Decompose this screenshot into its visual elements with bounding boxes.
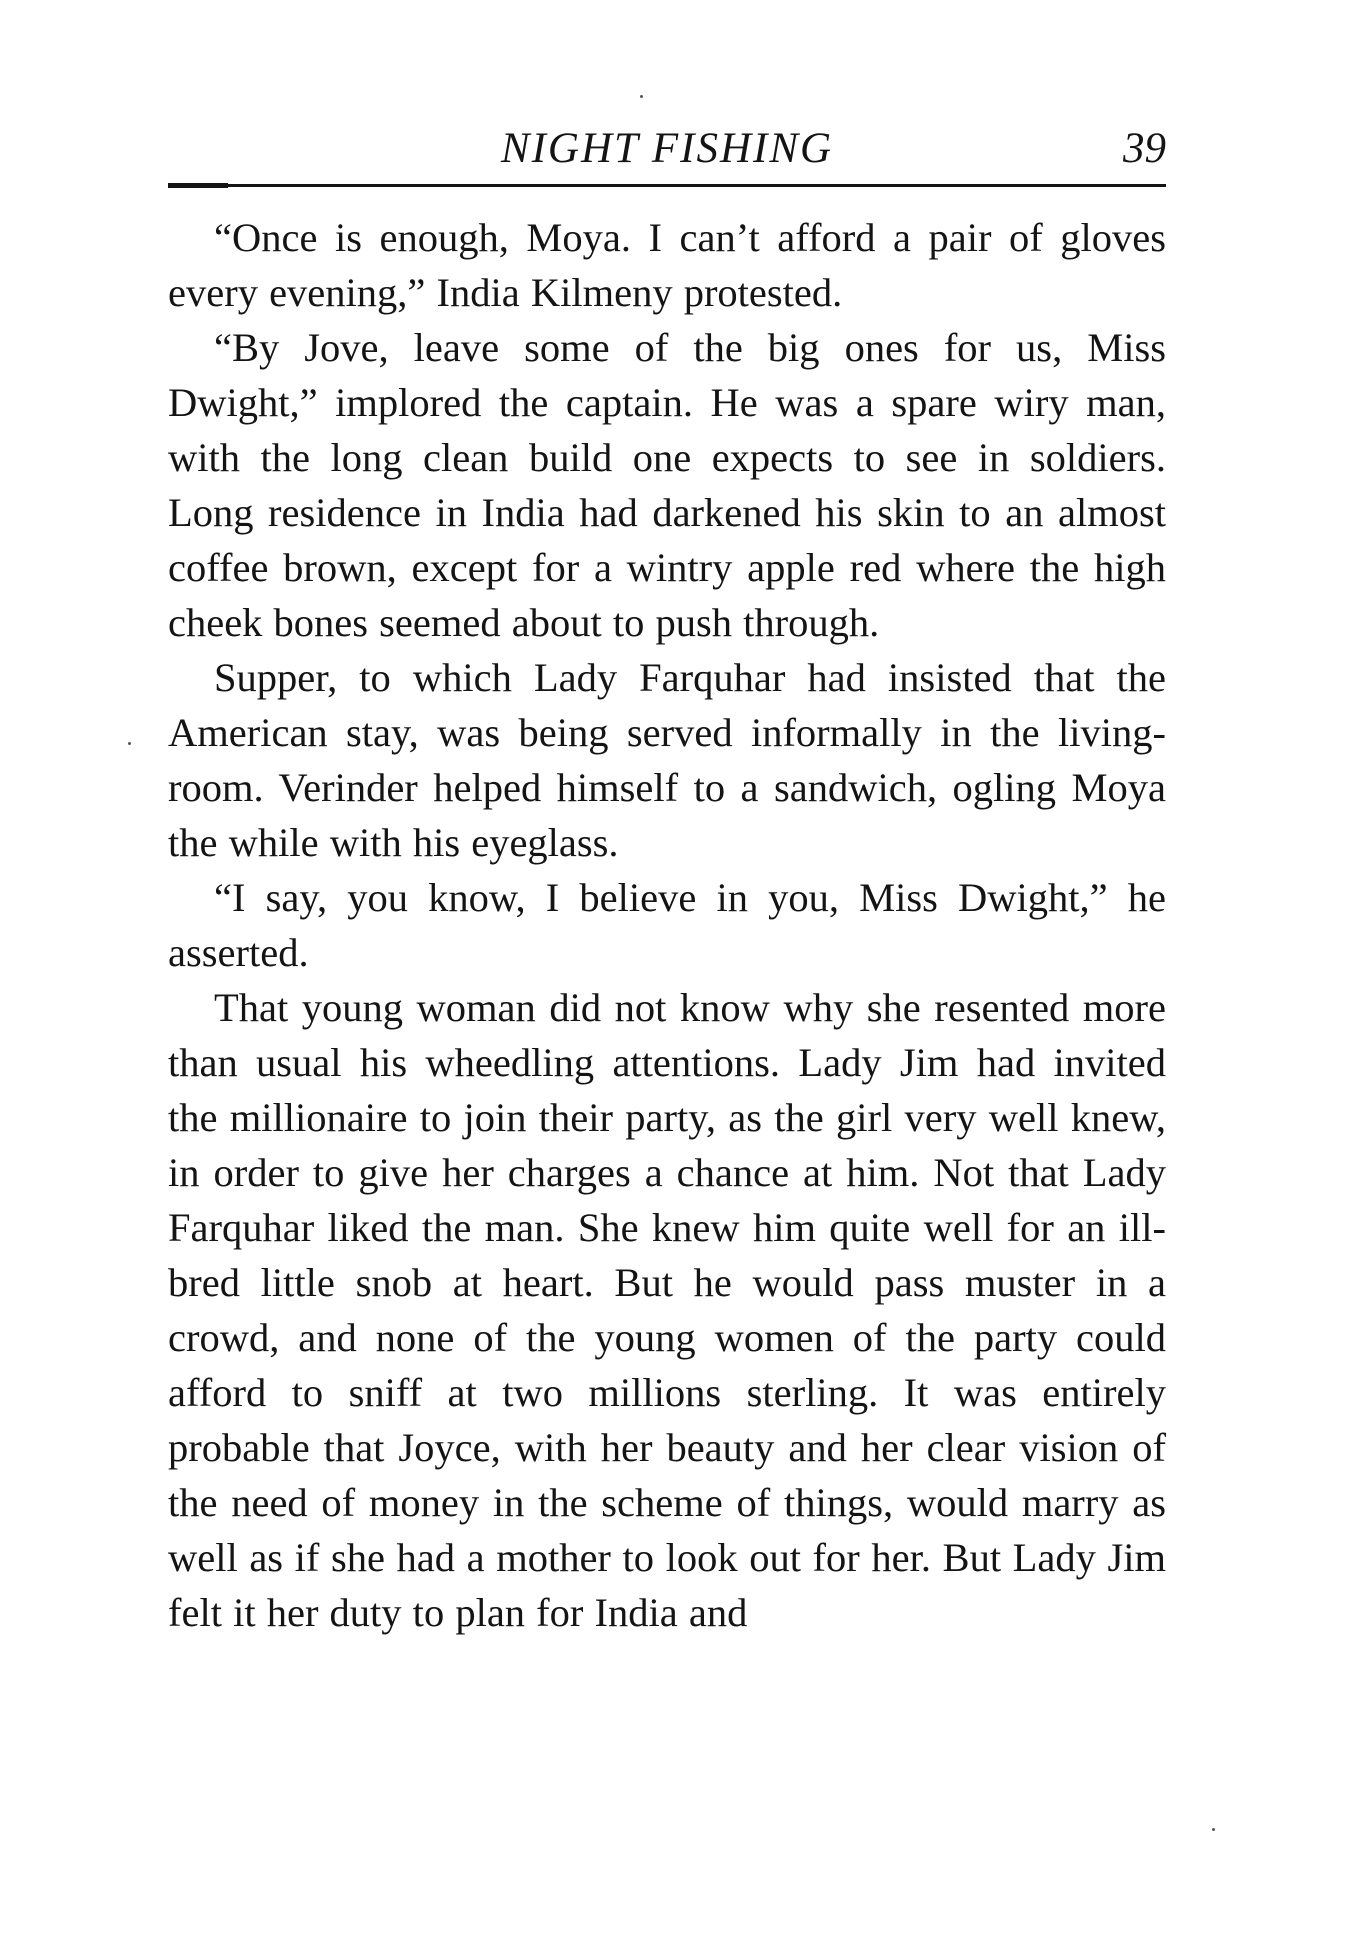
paragraph: “I say, you know, I believe in you, Miss Dwight,” he asserted. — [168, 875, 1166, 975]
running-title: NIGHT FISHING — [500, 125, 834, 172]
book-page — [168, 118, 1166, 1635]
header-rule — [168, 184, 1166, 187]
paragraph: “Once is enough, Moya. I can’t afford a pair of gloves every evening,” India Kilmeny protested. — [168, 215, 1166, 315]
paragraph: Supper, to which Lady Farquhar had insisted that the American stay, was being served informally in the living-room. Verinder helped himself to a sandwich, ogling Moya the while with his eyeglass. — [168, 655, 1166, 865]
print-speck — [128, 742, 131, 745]
paragraph: “By Jove, leave some of the big ones for us, Miss Dwight,” implored the captain. He was a spare wiry man, with the long clean build one expects to see in soldiers. Long residence in India had darkened his skin to an almost coffee brown, except for a wintry apple red where the high cheek bones seemed about to push through. — [168, 325, 1166, 645]
print-speck — [640, 95, 643, 98]
print-speck — [1212, 1828, 1215, 1831]
page-number: 39 — [1123, 125, 1166, 172]
paragraph: That young woman did not know why she resented more than usual his wheedling attentions. Lady Jim had invited the millionaire to join their party, as the girl very well knew, in order to give her charges a chance at him. Not that Lady Farquhar liked the man. She knew him quite well for an ill-bred little snob at heart. But he would pass muster in a crowd, and none of the young women of the party could afford to sniff at two millions sterling. It was entirely probable that Joyce, with her beauty and her clear vision of the need of money in the scheme of things, would marry as well as if she had a mother to look out for her. But Lady Jim felt it her duty to plan for India and — [168, 985, 1166, 1635]
running-head — [168, 118, 1166, 180]
text-body — [168, 210, 1166, 1640]
